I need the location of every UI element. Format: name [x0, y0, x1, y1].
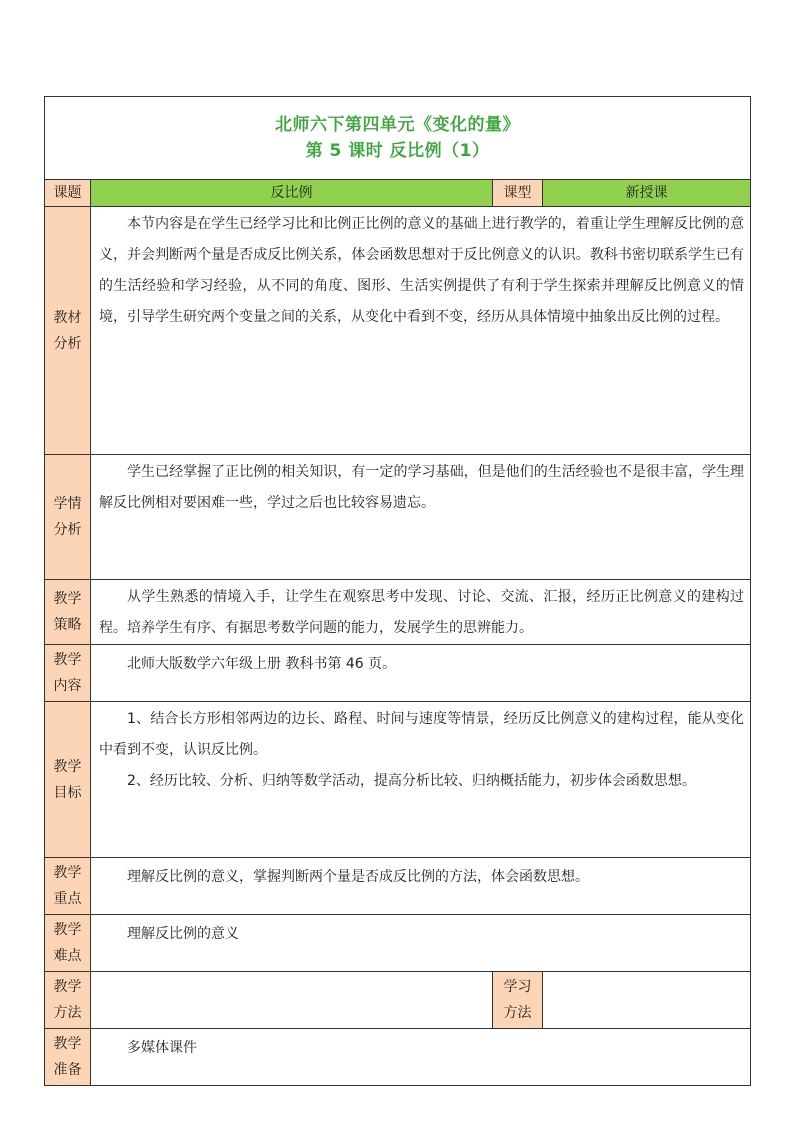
strategy-label: 教学策略	[45, 580, 91, 645]
material-label: 教材分析	[45, 207, 91, 455]
title-cell	[45, 97, 751, 180]
topic-label: 课题	[45, 180, 91, 207]
teaching-content	[91, 645, 751, 702]
difficulties	[91, 915, 751, 972]
preparation-text: 多媒体课件	[127, 1040, 197, 1056]
lesson-plan-sheet	[44, 96, 750, 1086]
methods-label: 教学方法	[45, 972, 91, 1029]
type-value: 新授课	[543, 180, 751, 207]
teaching-strategy	[91, 580, 751, 645]
students-label: 学情分析	[45, 455, 91, 580]
key-points-text: 理解反比例的意义，掌握判断两个量是否成反比例的方法，体会函数思想。	[127, 869, 589, 885]
key-points-label: 教学重点	[45, 858, 91, 915]
goal-item: 2、经历比较、分析、归纳等数学活动，提高分析比较、归纳概括能力，初步体会函数思想。	[127, 773, 696, 789]
preparation	[91, 1029, 751, 1086]
lesson-title: 第 5 课时 反比例（1）	[305, 141, 490, 161]
type-label: 课型	[493, 180, 543, 207]
topic-value: 反比例	[91, 180, 493, 207]
unit-title: 北师六下第四单元《变化的量》	[275, 115, 521, 135]
key-points	[91, 858, 751, 915]
goal-item: 1、结合长方形相邻两边的边长、路程、时间与速度等情景，经历反比例意义的建构过程，能从变化中看到不变，认识反比例。	[99, 711, 745, 758]
teaching-methods	[91, 972, 493, 1029]
difficulties-text: 理解反比例的意义	[127, 926, 239, 942]
learn-methods-label: 学习方法	[493, 972, 543, 1029]
content-text: 北师大版数学六年级上册 教科书第 46 页。	[127, 656, 397, 672]
strategy-text: 从学生熟悉的情境入手，让学生在观察思考中发现、讨论、交流、汇报，经历正比例意义的建构过程。培养学生有序、有据思考数学问题的能力，发展学生的思辨能力。	[99, 589, 745, 636]
content-label: 教学内容	[45, 645, 91, 702]
preparation-label: 教学准备	[45, 1029, 91, 1086]
goals-label: 教学目标	[45, 702, 91, 858]
lesson-plan-table	[44, 96, 751, 1086]
teaching-goals	[91, 702, 751, 858]
difficulties-label: 教学难点	[45, 915, 91, 972]
learning-methods	[543, 972, 751, 1029]
material-analysis	[91, 207, 751, 455]
material-text: 本节内容是在学生已经学习比和比例正比例的意义的基础上进行教学的，着重让学生理解反比例的意义，并会判断两个量是否成反比例关系，体会函数思想对于反比例意义的认识。教科书密切联系学生已有的生活经验和学习经验，从不同的角度、图形、生活实例提供了有利于学生探索并理解反比例意义的情境，引导学生研究两个变量之间的关系，从变化中看到不变，经历从具体情境中抽象出反比例的过程。	[99, 216, 745, 325]
students-analysis	[91, 455, 751, 580]
students-text: 学生已经掌握了正比例的相关知识，有一定的学习基础，但是他们的生活经验也不是很丰富，学生理解反比例相对要困难一些，学过之后也比较容易遗忘。	[99, 464, 745, 511]
